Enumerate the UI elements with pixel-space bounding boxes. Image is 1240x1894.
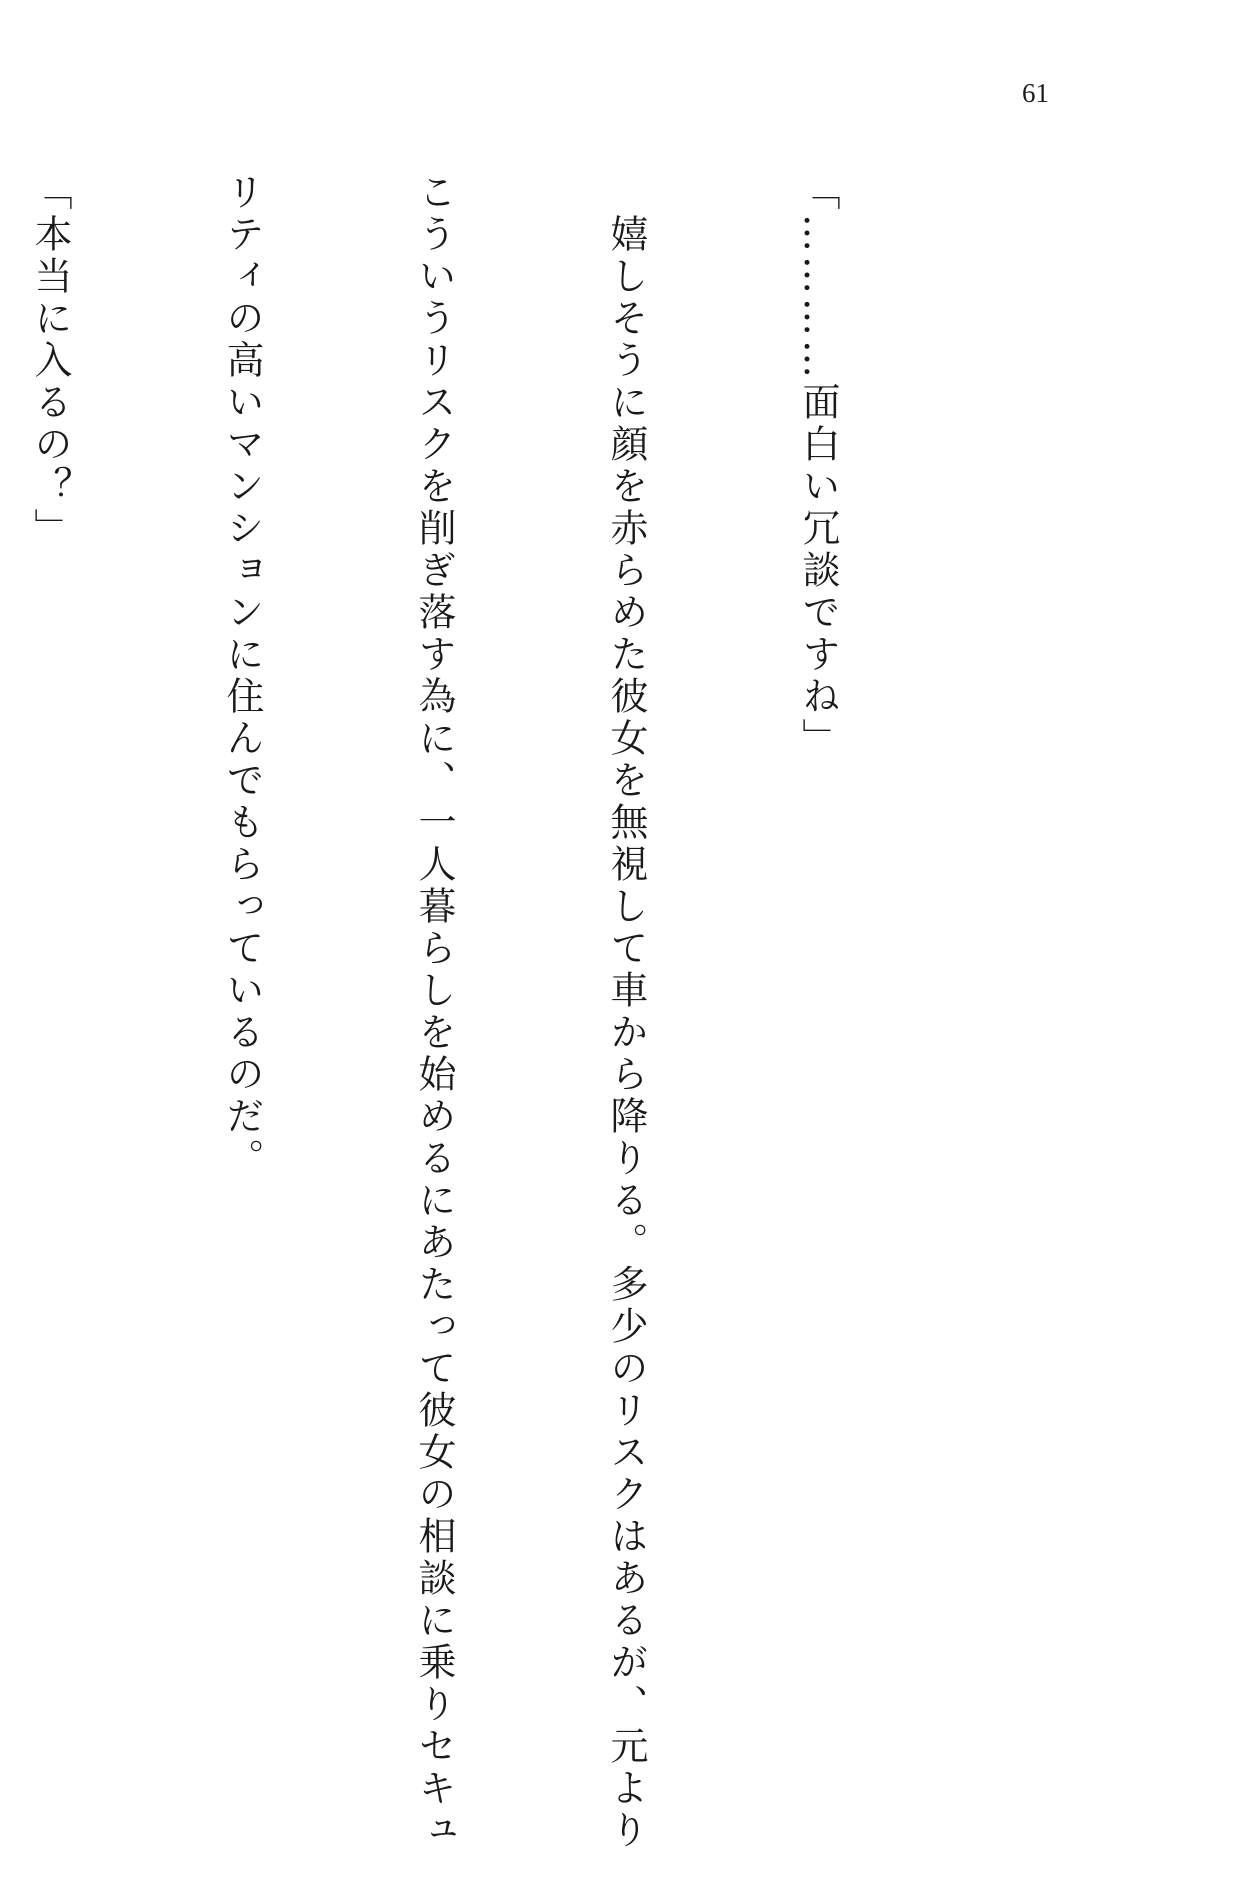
text-line: リティの高いマンションに住んでもらっているのだ。 [220,172,264,1180]
body-text [0,172,978,1852]
text-line: 「…………面白い冗談ですね」 [796,172,840,760]
text-line: 「本当に入るの？」 [28,172,72,550]
page-number: 61 [1022,78,1049,108]
text-line: こういうリスクを削ぎ落す為に、一人暮らしを始めるにあたって彼女の相談に乗りセキュ [412,172,456,1852]
text-line: 嬉しそうに顔を赤らめた彼女を無視して車から降りる。多少のリスクはあるが、元より [604,172,648,1852]
